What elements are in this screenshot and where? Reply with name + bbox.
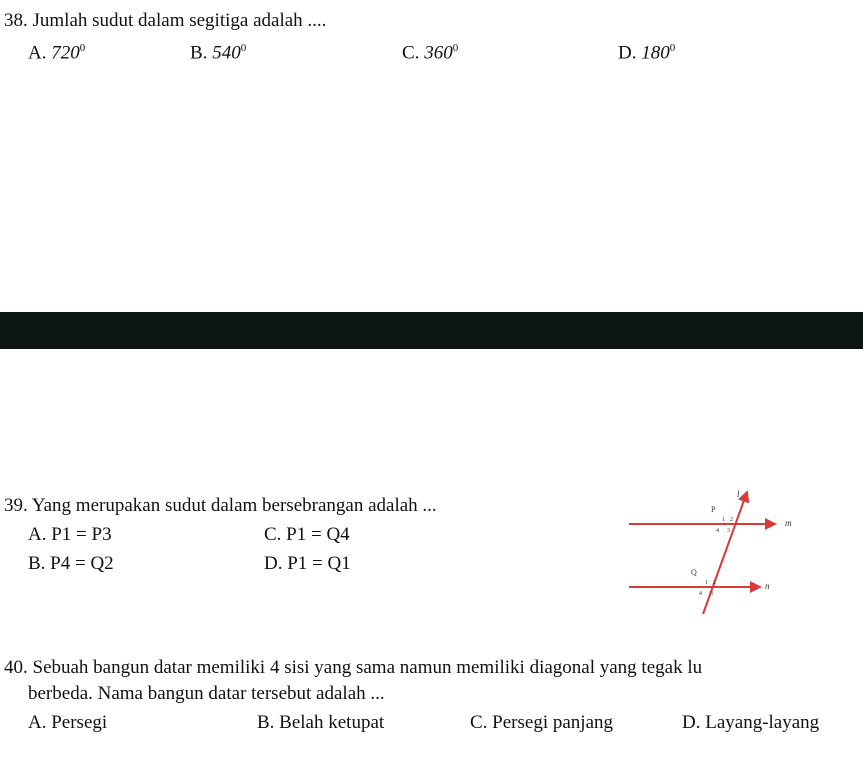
q38-option-a-degree: 0 (79, 42, 86, 54)
label-point-q: Q (691, 568, 697, 577)
question-38-text: 38. Jumlah sudut dalam segitiga adalah .... (4, 10, 327, 31)
q38-option-b-label: B. (190, 42, 208, 64)
q38-option-c-value: 360 (424, 42, 453, 64)
question-40-text-line1: 40. Sebuah bangun datar memiliki 4 sisi yang sama namun memiliki diagonal yang tegak lu (4, 657, 703, 678)
q40-option-a[interactable]: A. Persegi (28, 712, 108, 733)
label-line-l: l (737, 489, 740, 499)
q38-option-c-label: C. (402, 42, 420, 64)
p-angle-3: 3 (727, 528, 730, 534)
q38-option-d-degree: 0 (669, 42, 676, 54)
label-point-p: P (711, 505, 716, 514)
q39-option-b[interactable]: B. P4 = Q2 (28, 553, 114, 574)
q-angle-1: 1 (705, 580, 708, 586)
q38-option-b-value: 540 (212, 42, 241, 64)
dark-separator-band (0, 312, 863, 349)
q38-option-c[interactable] (402, 42, 458, 64)
q-angle-3: 3 (710, 591, 713, 597)
q40-option-c[interactable]: C. Persegi panjang (470, 712, 614, 733)
q38-option-b-degree: 0 (240, 42, 247, 54)
p-angle-4: 4 (716, 528, 719, 534)
q39-option-c[interactable]: C. P1 = Q4 (264, 524, 350, 545)
p-angle-1: 1 (722, 517, 725, 523)
q40-option-b[interactable]: B. Belah ketupat (257, 712, 385, 733)
q38-option-a-label: A. (28, 42, 47, 64)
q40-option-d[interactable]: D. Layang-layang (682, 712, 820, 733)
label-line-m: m (785, 518, 792, 528)
q38-option-a-value: 720 (51, 42, 80, 64)
q38-option-c-degree: 0 (452, 42, 459, 54)
q38-option-b[interactable] (190, 42, 246, 64)
q38-option-d[interactable] (618, 42, 675, 64)
q38-option-d-label: D. (618, 42, 637, 64)
question-39-text: 39. Yang merupakan sudut dalam bersebrangan adalah ... (4, 495, 437, 516)
q39-option-a[interactable]: A. P1 = P3 (28, 524, 112, 545)
q-angle-4: 4 (699, 591, 702, 597)
question-40-text-line2: berbeda. Nama bangun datar tersebut adalah ... (28, 683, 385, 704)
p-angle-2: 2 (730, 517, 733, 523)
q-angle-2: 2 (713, 580, 716, 586)
q38-option-d-value: 180 (641, 42, 670, 64)
label-line-n: n (765, 581, 770, 591)
parallel-lines-figure (625, 488, 815, 618)
q38-option-a[interactable] (28, 42, 85, 64)
q39-option-d[interactable]: D. P1 = Q1 (264, 553, 351, 574)
